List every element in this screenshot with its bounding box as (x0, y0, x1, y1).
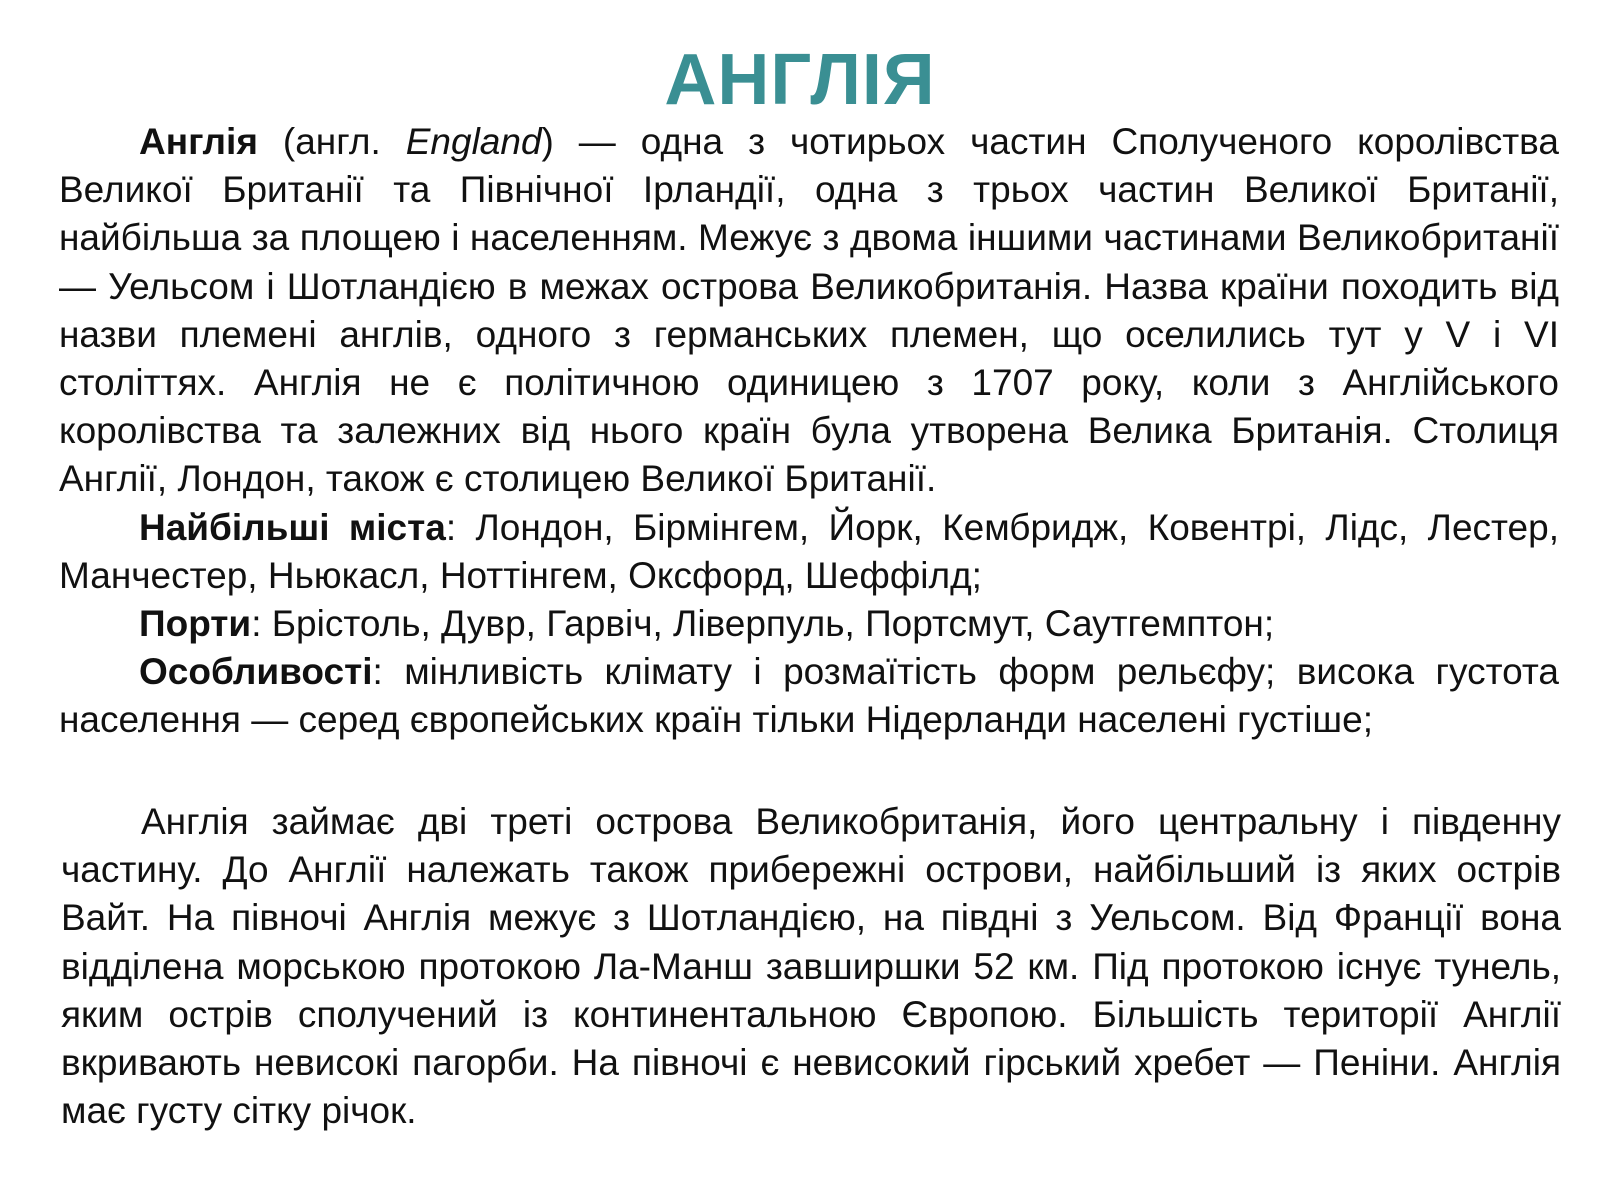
cities-text: : Лондон, Бірмінгем, Йорк, Кембридж, Ковентрі, Лідс, Лестер, Манчестер, Ньюкасл, Ноттінгем, Оксфорд, Шеффілд; (59, 506, 1559, 596)
intro-text: ) — одна з чотирьох частин Сполученого королівства Великої Британії та Північної Ірландії, одна з трьох частин Великої Британії, найбільша за площею і населенням. Межує з двома іншими частинами Великобританії — Уельсом і Шотландією в межах острова Великобританія. Назва країни походить від назви племені англів, одного з германських племен, що оселились тут у V і VI століттях. Англія не є політичною одиницею з 1707 року, коли з Англійського королівства та залежних від нього країн була утворена Велика Британія. Столиця Англії, Лондон, також є столицею Великої Британії. (59, 121, 1559, 500)
features-text: : мінливість клімату і розмаїтість форм рельєфу; висока густота населення — серед європейських країн тільки Нідерланди населені густіше; (59, 651, 1559, 741)
intro-english-name: England (405, 121, 542, 162)
cities-label: Найбільші міста (139, 506, 446, 548)
intro-term: Англія (139, 121, 258, 162)
intro-paragraph (59, 118, 1559, 504)
page-title: АНГЛІЯ (664, 40, 936, 120)
ports-label: Порти (139, 603, 252, 645)
geography-text-block (61, 798, 1561, 1135)
ports-paragraph (59, 600, 1559, 648)
cities-paragraph (59, 504, 1559, 600)
ports-text: : Брістоль, Дувр, Гарвіч, Ліверпуль, Портсмут, Саутгемптон; (251, 603, 1275, 645)
intro-paren-open: (англ. (257, 121, 406, 162)
features-label: Особливості (139, 651, 373, 693)
geography-paragraph: Англія займає дві треті острова Великобританія, його центральну і південну частину. До Англії належать також прибережні острови, найбільший із яких острів Вайт. На півночі Англія межує з Шотландією, на півдні з Уельсом. Від Франції вона відділена морською протокою Ла-Манш завширшки 52 км. Під протокою існує тунель, яким острів сполучений із континентальною Європою. Більшість території Англії вкривають невисокі пагорби. На півночі є невисокий гірський хребет — Пеніни. Англія має густу сітку річок. (61, 801, 1561, 1132)
features-paragraph (59, 648, 1559, 744)
main-text-block (59, 118, 1559, 745)
